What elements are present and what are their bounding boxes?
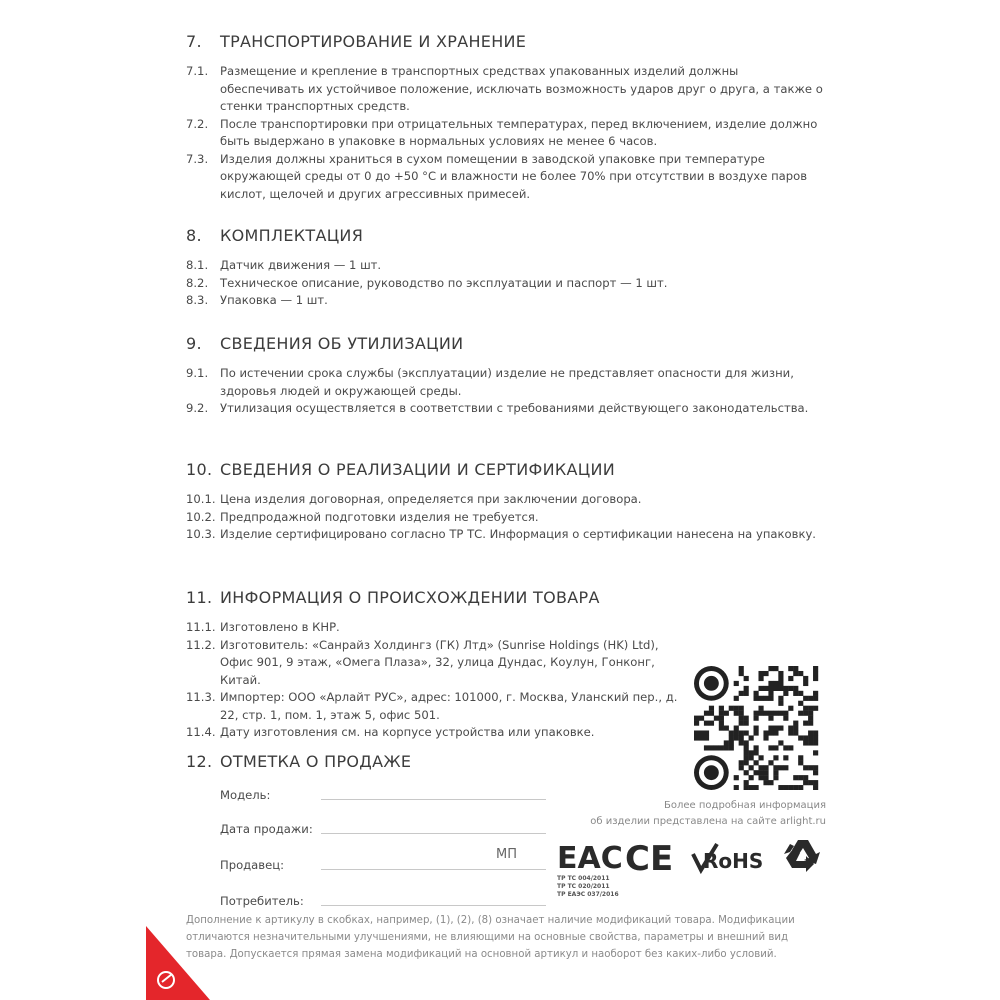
svg-text:CE: CE [625,839,674,879]
brand-corner-logo-icon [146,926,210,1000]
rohs-mark-icon [693,844,763,873]
eac-mark-icon [557,841,623,876]
list-item: 8.2. Техническое описание, руководство по эксплуатации и паспорт — 1 шт. [186,275,668,290]
section-title: 7. ТРАНСПОРТИРОВАНИЕ И ХРАНЕНИЕ [186,32,527,51]
stamp-label: МП [496,847,517,862]
section-title: 9. СВЕДЕНИЯ ОБ УТИЛИЗАЦИИ [186,334,464,353]
list-item: 11.4. Дату изготовления см. на корпусе устройства или упаковке. [186,725,595,739]
list-item: 11.1. Изготовлено в КНР. [186,620,340,634]
section-title: 10. СВЕДЕНИЯ О РЕАЛИЗАЦИИ И СЕРТИФИКАЦИИ [186,460,616,479]
list-item: 9.2. Утилизация осуществляется в соответствии с требованиями действующего законодательства. [186,401,809,415]
list-item: 10.1. Цена изделия договорная, определяется при заключении договора. [186,492,642,506]
list-item: 8.3. Упаковка — 1 шт. [186,293,328,307]
section-title: 8. КОМПЛЕКТАЦИЯ [186,226,364,245]
section-sale-mark [186,752,566,908]
recycle-icon [784,840,820,872]
section-package-contents [186,226,826,310]
sale-date-label: Дата продажи: [220,822,313,836]
ce-mark-icon [625,839,673,879]
section-origin-info [186,588,686,742]
seller-field[interactable] [321,869,546,870]
list-item: 11.3. Импортер: ООО «Арлайт РУС», адрес: 101000, г. Москва, Уланский пер., д. 22, стр. 1, пом. 1, этаж 5, офис 501. [186,690,678,722]
modification-footnote: Дополнение к артикулу в скобках, например, (1), (2), (8) означает наличие модификаций товара. Модификации отличаются незначительными улучшениями, не влияющими на основные свойства, параметры и внешний вид товара. Допускается прямая замена модификаций на основной артикул и наоборот без каких-либо условий. [186,915,795,960]
list-item: 7.1. Размещение и крепление в транспортных средствах упакованных изделий должны обеспечивать их устойчивое положение, исключать возможность ударов друг о друга, а также о стенки транспортных средств. [186,64,823,113]
eac-regulation-codes: ТР ТС 004/2011 ТР ТС 020/2011 ТР ЕАЭС 037/2016 [557,875,619,898]
list-item: 8.1. Датчик движения — 1 шт. [186,258,382,272]
qr-caption: Более подробная информация об изделии представлена на сайте arlight.ru [590,800,826,827]
section-sales-certification [186,460,826,544]
section-title: 11. ИНФОРМАЦИЯ О ПРОИСХОЖДЕНИИ ТОВАРА [186,588,600,607]
list-item: 7.2. После транспортировки при отрицательных температурах, перед включением, изделие должно быть выдержано в упаковке в нормальных условиях не менее 6 часов. [186,116,818,148]
consumer-label: Потребитель: [220,894,304,908]
model-field[interactable] [321,799,546,800]
section-disposal [186,334,826,418]
section-title: 12. ОТМЕТКА О ПРОДАЖЕ [186,752,412,771]
list-item: 10.2. Предпродажной подготовки изделия не требуется. [186,509,539,524]
model-label: Модель: [220,788,271,802]
qr-code-icon[interactable] [694,666,820,790]
seller-label: Продавец: [220,858,285,872]
list-item: 9.1. По истечении срока службы (эксплуатации) изделие не представляет опасности для жизни, здоровья людей и окружающей среды. [186,366,794,398]
section-transport-storage [186,32,826,203]
svg-text:RoHS: RoHS [703,849,764,873]
list-item: 11.2. Изготовитель: «Санрайз Холдингз (ГК) Лтд» (Sunrise Holdings (HK) Ltd), Офис 901, 9 этаж, «Омега Плаза», 32, улица Дундас, Коулун, Гонконг, Китай. [186,637,659,687]
list-item: 10.3. Изделие сертифицировано согласно ТР ТС. Информация о сертификации нанесена на упаковку. [186,527,816,541]
list-item: 7.3. Изделия должны храниться в сухом помещении в заводской упаковке при температуре окружающей среды от 0 до +50 °C и влажности не более 70% при отсутствии в воздухе паров кислот, щелочей и других агрессивных примесей. [186,151,808,201]
sale-date-field[interactable] [321,833,546,834]
consumer-field[interactable] [321,905,546,906]
svg-text:EAC: EAC [557,841,623,876]
